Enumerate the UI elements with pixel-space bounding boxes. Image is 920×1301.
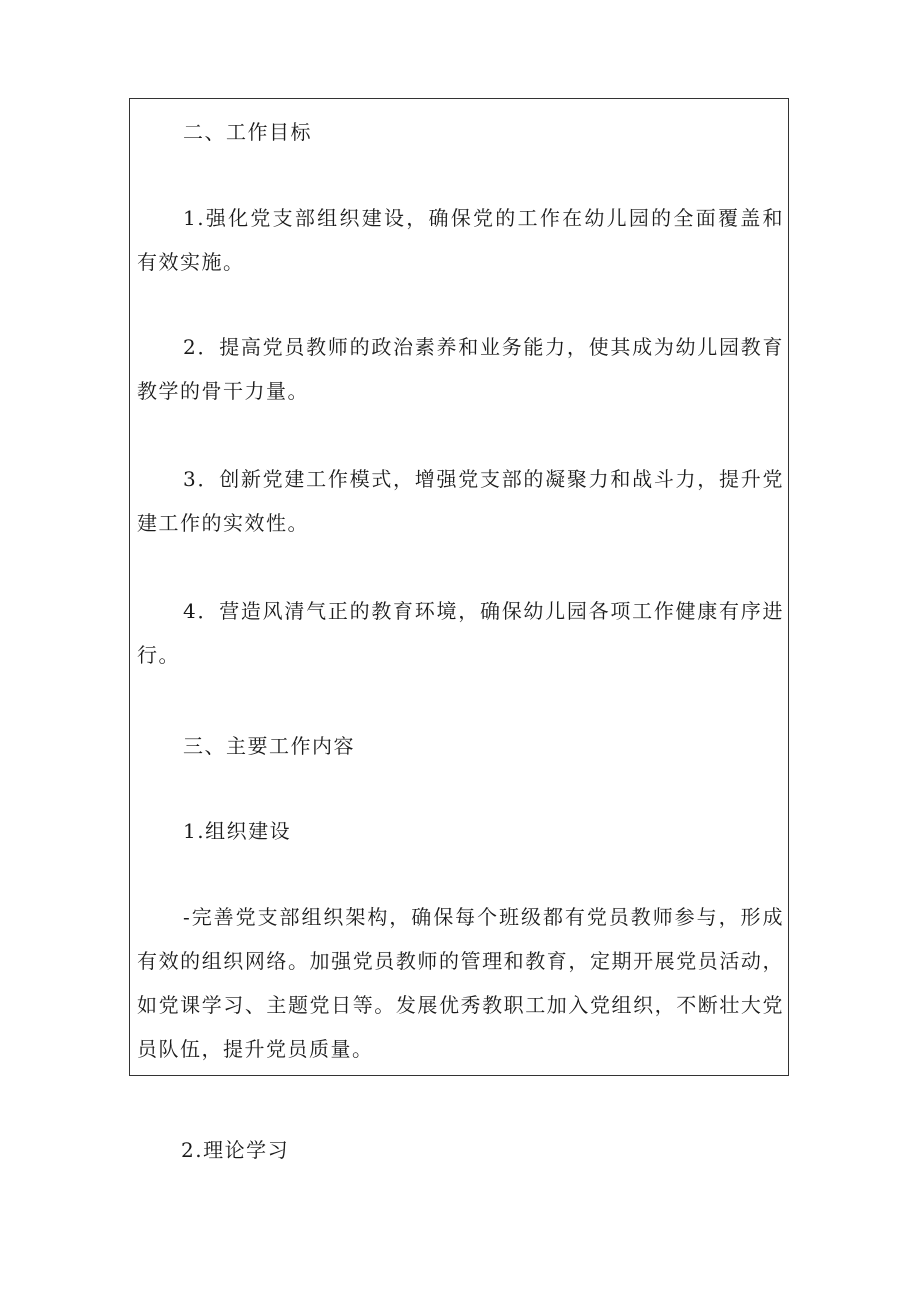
section-heading-main-content: 三、主要工作内容 bbox=[183, 734, 355, 758]
goal-item-3: 3．创新党建工作模式，增强党支部的凝聚力和战斗力，提升党建工作的实效性。 bbox=[137, 467, 784, 535]
goal-item-1: 1.强化党支部组织建设，确保党的工作在幼儿园的全面覆盖和有效实施。 bbox=[137, 206, 784, 274]
subheading-organization-building: 1.组织建设 bbox=[183, 819, 292, 843]
section-heading-work-goals: 二、工作目标 bbox=[183, 120, 312, 144]
goal-item-4: 4．营造风清气正的教育环境，确保幼儿园各项工作健康有序进行。 bbox=[137, 599, 784, 667]
goal-item-2: 2．提高党员教师的政治素养和业务能力，使其成为幼儿园教育教学的骨干力量。 bbox=[137, 335, 784, 403]
organization-building-body: -完善党支部组织架构，确保每个班级都有党员教师参与，形成有效的组织网络。加强党员教师的管理和教育，定期开展党员活动，如党课学习、主题党日等。发展优秀教职工加入党组织，不断壮大党员队伍，提升党员质量。 bbox=[137, 905, 784, 1061]
document-frame bbox=[129, 98, 789, 1076]
subheading-theory-study: 2.理论学习 bbox=[181, 1138, 290, 1162]
